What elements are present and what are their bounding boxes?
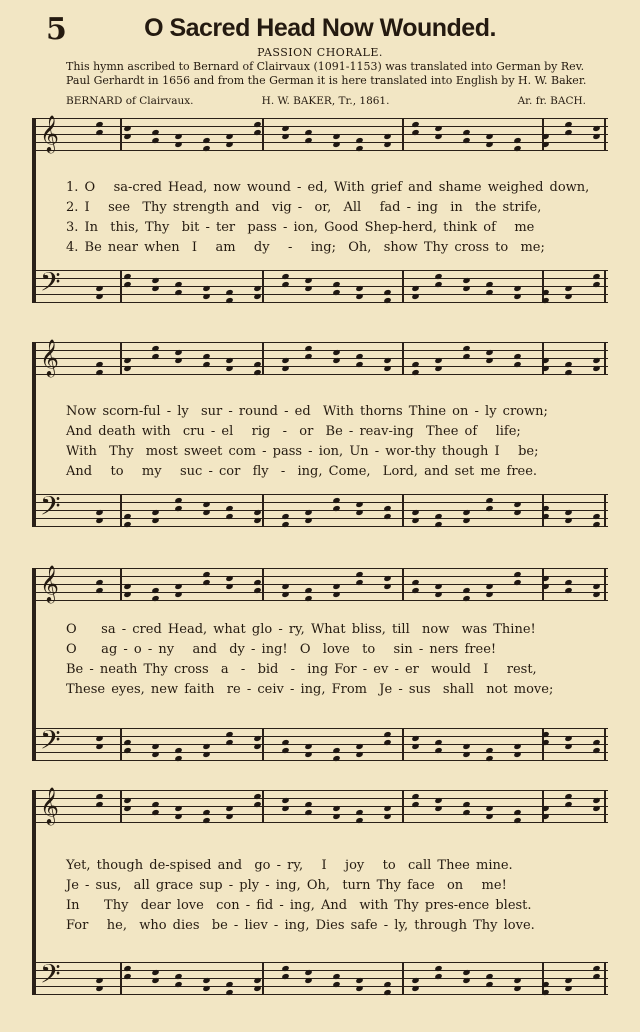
- staff-line: [36, 118, 608, 119]
- staff-line: [36, 342, 608, 343]
- staff-line: [36, 822, 608, 823]
- staff-line: [36, 760, 608, 761]
- bar-line: [402, 962, 404, 995]
- note-head: [592, 591, 600, 598]
- staff-line: [36, 150, 608, 151]
- note-head: [95, 293, 103, 300]
- note-head: [564, 285, 572, 292]
- bar-line: [262, 728, 264, 761]
- note-head: [485, 141, 493, 148]
- lyric-line: 2. I see Thy strength and vig - or, All fad - ing in the strife,: [66, 200, 542, 215]
- note-head: [281, 591, 289, 598]
- lyrics-system-2: [66, 404, 606, 484]
- note-head: [253, 517, 261, 524]
- treble-staff: [36, 338, 608, 376]
- note-head: [513, 751, 521, 758]
- staff-line: [36, 278, 608, 279]
- note-head: [411, 285, 419, 292]
- note-head: [462, 277, 470, 284]
- bar-line: [262, 270, 264, 303]
- note-head: [281, 797, 289, 804]
- note-head: [383, 357, 391, 364]
- bar-line: [604, 270, 606, 303]
- hymn-number: 5: [46, 12, 67, 47]
- staff-line: [36, 970, 608, 971]
- note-head: [174, 349, 182, 356]
- note-head: [383, 365, 391, 372]
- note-head: [485, 357, 493, 364]
- staff-line: [36, 744, 608, 745]
- staff-line: [36, 814, 608, 815]
- note-head: [383, 805, 391, 812]
- note-head: [281, 583, 289, 590]
- note-head: [513, 977, 521, 984]
- note-head: [202, 293, 210, 300]
- note-head: [95, 977, 103, 984]
- staff-line: [36, 294, 608, 295]
- note-head: [151, 751, 159, 758]
- note-head: [332, 583, 340, 590]
- note-head: [434, 805, 442, 812]
- note-head: [513, 293, 521, 300]
- note-head: [123, 357, 131, 364]
- note-head: [462, 977, 470, 984]
- note-head: [332, 813, 340, 820]
- lyric-line: Yet, though de-spised and go - ry, I joy to call Thee mine.: [66, 858, 513, 873]
- note-head: [202, 509, 210, 516]
- bar-line: [262, 118, 264, 151]
- note-head: [253, 735, 261, 742]
- note-head: [434, 133, 442, 140]
- note-head: [513, 509, 521, 516]
- note-head: [281, 357, 289, 364]
- note-head: [462, 509, 470, 516]
- note-head: [304, 517, 312, 524]
- note-head: [281, 365, 289, 372]
- lyric-line: Be - neath Thy cross a - bid - ing For - ev - er would I rest,: [66, 662, 537, 677]
- origin-note-line: This hymn ascribed to Bernard of Clairvaux (1091-1153) was translated into German by Rev.: [66, 60, 585, 73]
- staff-line: [36, 510, 608, 511]
- system-brace: [32, 568, 36, 761]
- note-head: [151, 285, 159, 292]
- staff-line: [36, 592, 608, 593]
- bar-line: [402, 342, 404, 375]
- note-head: [95, 285, 103, 292]
- note-head: [564, 735, 572, 742]
- note-head: [462, 743, 470, 750]
- note-head: [411, 293, 419, 300]
- note-head: [564, 509, 572, 516]
- author-credit: BERNARD of Clairvaux.: [66, 95, 194, 107]
- note-head: [541, 575, 549, 582]
- bar-line: [604, 962, 606, 995]
- note-head: [253, 743, 261, 750]
- note-head: [281, 133, 289, 140]
- note-head: [174, 813, 182, 820]
- bar-line: [120, 568, 122, 601]
- note-head: [174, 591, 182, 598]
- lyric-line: And death with cru - el rig - or Be - reav-ing Thee of life;: [66, 424, 521, 439]
- note-head: [355, 293, 363, 300]
- staff-line: [36, 494, 608, 495]
- note-head: [202, 985, 210, 992]
- note-head: [332, 133, 340, 140]
- note-head: [151, 517, 159, 524]
- note-head: [411, 743, 419, 750]
- staff-line: [36, 286, 608, 287]
- note-head: [253, 285, 261, 292]
- staff-line: [36, 584, 608, 585]
- treble-staff: [36, 564, 608, 602]
- note-head: [123, 133, 131, 140]
- note-head: [513, 743, 521, 750]
- staff-line: [36, 302, 608, 303]
- note-head: [202, 743, 210, 750]
- bar-line: [604, 494, 606, 527]
- note-head: [485, 133, 493, 140]
- note-head: [383, 141, 391, 148]
- staff-line: [36, 366, 608, 367]
- note-head: [434, 125, 442, 132]
- note-head: [123, 797, 131, 804]
- note-head: [355, 285, 363, 292]
- note-head: [541, 813, 549, 820]
- bass-clef-icon: 𝄢: [40, 266, 61, 304]
- note-head: [355, 501, 363, 508]
- note-head: [174, 583, 182, 590]
- note-head: [434, 583, 442, 590]
- note-head: [383, 583, 391, 590]
- lyric-line: Now scorn-ful - ly sur - round - ed With thorns Thine on - ly crown;: [66, 404, 548, 419]
- note-head: [253, 509, 261, 516]
- bar-line: [120, 962, 122, 995]
- bar-line: [604, 728, 606, 761]
- note-head: [383, 133, 391, 140]
- note-head: [225, 575, 233, 582]
- lyrics-system-1: [66, 180, 606, 260]
- bar-line: [604, 568, 606, 601]
- lyric-line: For he, who dies be - liev - ing, Dies safe - ly, through Thy love.: [66, 918, 535, 933]
- treble-staff: [36, 114, 608, 152]
- treble-clef-icon: 𝄞: [40, 114, 59, 152]
- bar-line: [262, 494, 264, 527]
- note-head: [225, 357, 233, 364]
- note-head: [304, 285, 312, 292]
- note-head: [541, 141, 549, 148]
- note-head: [592, 125, 600, 132]
- staff-line: [36, 962, 608, 963]
- note-head: [462, 969, 470, 976]
- hymn-title: O Sacred Head Now Wounded.: [144, 14, 496, 42]
- note-head: [485, 591, 493, 598]
- staff-line: [36, 374, 608, 375]
- note-head: [123, 125, 131, 132]
- note-head: [123, 805, 131, 812]
- note-head: [202, 977, 210, 984]
- bar-line: [262, 568, 264, 601]
- note-head: [123, 583, 131, 590]
- staff-line: [36, 728, 608, 729]
- note-head: [225, 805, 233, 812]
- note-head: [592, 797, 600, 804]
- lyric-line: With Thy most sweet com - pass - ion, Un - wor-thy though I be;: [66, 444, 539, 459]
- note-head: [541, 583, 549, 590]
- bass-staff: [36, 958, 608, 996]
- note-head: [332, 349, 340, 356]
- bar-line: [262, 962, 264, 995]
- note-head: [434, 357, 442, 364]
- note-head: [174, 133, 182, 140]
- note-head: [411, 509, 419, 516]
- note-head: [253, 985, 261, 992]
- note-head: [95, 517, 103, 524]
- note-head: [151, 509, 159, 516]
- bar-line: [120, 790, 122, 823]
- staff-line: [36, 576, 608, 577]
- bar-line: [604, 118, 606, 151]
- lyric-line: These eyes, new faith re - ceiv - ing, From Je - sus shall not move;: [66, 682, 554, 697]
- bass-staff: [36, 266, 608, 304]
- bar-line: [402, 494, 404, 527]
- lyric-line: O sa - cred Head, what glo - ry, What bliss, till now was Thine!: [66, 622, 536, 637]
- note-head: [225, 583, 233, 590]
- bar-line: [402, 568, 404, 601]
- bar-line: [262, 342, 264, 375]
- lyric-line: O ag - o - ny and dy - ing! O love to sin - ners free!: [66, 642, 497, 657]
- staff-line: [36, 600, 608, 601]
- staff-line: [36, 358, 608, 359]
- note-head: [592, 365, 600, 372]
- staff-line: [36, 502, 608, 503]
- origin-note-line: Paul Gerhardt in 1656 and from the German it is here translated into English by H. W. Baker.: [66, 74, 587, 87]
- bass-clef-icon: 𝄢: [40, 958, 61, 996]
- bar-line: [120, 118, 122, 151]
- note-head: [564, 293, 572, 300]
- note-head: [304, 969, 312, 976]
- staff-line: [36, 518, 608, 519]
- staff-line: [36, 806, 608, 807]
- note-head: [281, 805, 289, 812]
- note-head: [485, 349, 493, 356]
- staff-line: [36, 798, 608, 799]
- note-head: [355, 985, 363, 992]
- system-brace: [32, 118, 36, 303]
- lyric-line: And to my suc - cor fly - ing, Come, Lord, and set me free.: [66, 464, 538, 479]
- lyrics-system-4: [66, 858, 606, 938]
- note-head: [95, 985, 103, 992]
- treble-staff: [36, 786, 608, 824]
- note-head: [332, 141, 340, 148]
- note-head: [151, 743, 159, 750]
- note-head: [174, 805, 182, 812]
- treble-clef-icon: 𝄞: [40, 338, 59, 376]
- staff-line: [36, 526, 608, 527]
- note-head: [174, 141, 182, 148]
- translator-credit: H. W. BAKER, Tr., 1861.: [261, 95, 390, 107]
- origin-note: [66, 60, 606, 88]
- bar-line: [262, 790, 264, 823]
- note-head: [541, 357, 549, 364]
- note-head: [202, 285, 210, 292]
- note-head: [564, 985, 572, 992]
- note-head: [332, 805, 340, 812]
- bar-line: [120, 342, 122, 375]
- system-brace: [32, 790, 36, 995]
- bass-clef-icon: 𝄢: [40, 490, 61, 528]
- note-head: [592, 805, 600, 812]
- staff-line: [36, 994, 608, 995]
- note-head: [541, 133, 549, 140]
- note-head: [541, 365, 549, 372]
- note-head: [564, 517, 572, 524]
- note-head: [592, 357, 600, 364]
- note-head: [304, 743, 312, 750]
- lyric-line: 3. In this, Thy bit - ter pass - ion, Good Shep-herd, think of me: [66, 220, 535, 235]
- staff-line: [36, 978, 608, 979]
- staff-line: [36, 736, 608, 737]
- bar-line: [402, 728, 404, 761]
- bass-clef-icon: 𝄢: [40, 724, 61, 762]
- note-head: [513, 985, 521, 992]
- note-head: [202, 751, 210, 758]
- note-head: [123, 591, 131, 598]
- note-head: [411, 735, 419, 742]
- credits: [66, 95, 586, 107]
- bar-line: [120, 494, 122, 527]
- tune-name: PASSION CHORALE.: [257, 46, 383, 59]
- staff-line: [36, 350, 608, 351]
- note-head: [151, 277, 159, 284]
- lyric-line: 1. O sa-cred Head, now wound - ed, With grief and shame weighed down,: [66, 180, 590, 195]
- bar-line: [402, 790, 404, 823]
- note-head: [564, 977, 572, 984]
- note-head: [332, 357, 340, 364]
- note-head: [95, 743, 103, 750]
- note-head: [95, 735, 103, 742]
- bass-staff: [36, 490, 608, 528]
- system-brace: [32, 342, 36, 527]
- staff-line: [36, 134, 608, 135]
- note-head: [355, 743, 363, 750]
- note-head: [411, 985, 419, 992]
- note-head: [592, 133, 600, 140]
- note-head: [592, 583, 600, 590]
- note-head: [225, 133, 233, 140]
- note-head: [123, 365, 131, 372]
- note-head: [411, 517, 419, 524]
- note-head: [281, 125, 289, 132]
- note-head: [411, 977, 419, 984]
- note-head: [485, 583, 493, 590]
- note-head: [383, 813, 391, 820]
- note-head: [485, 813, 493, 820]
- arranger-credit: Ar. fr. BACH.: [517, 95, 586, 107]
- lyric-line: 4. Be near when I am dy - ing; Oh, show Thy cross to me;: [66, 240, 545, 255]
- bass-staff: [36, 724, 608, 762]
- note-head: [304, 277, 312, 284]
- note-head: [485, 805, 493, 812]
- staff-line: [36, 270, 608, 271]
- bar-line: [402, 270, 404, 303]
- treble-clef-icon: 𝄞: [40, 786, 59, 824]
- note-head: [462, 751, 470, 758]
- note-head: [513, 501, 521, 508]
- lyrics-system-3: [66, 622, 606, 702]
- note-head: [253, 977, 261, 984]
- staff-line: [36, 142, 608, 143]
- note-head: [383, 575, 391, 582]
- bar-line: [120, 270, 122, 303]
- note-head: [434, 591, 442, 598]
- staff-line: [36, 752, 608, 753]
- note-head: [304, 509, 312, 516]
- staff-line: [36, 126, 608, 127]
- note-head: [151, 969, 159, 976]
- note-head: [355, 751, 363, 758]
- treble-clef-icon: 𝄞: [40, 564, 59, 602]
- bar-line: [604, 790, 606, 823]
- note-head: [434, 797, 442, 804]
- bar-line: [604, 342, 606, 375]
- note-head: [541, 805, 549, 812]
- note-head: [355, 977, 363, 984]
- staff-line: [36, 568, 608, 569]
- note-head: [564, 743, 572, 750]
- note-head: [225, 365, 233, 372]
- note-head: [174, 357, 182, 364]
- note-head: [225, 813, 233, 820]
- lyric-line: Je - sus, all grace sup - ply - ing, Oh, turn Thy face on me!: [66, 878, 507, 893]
- note-head: [225, 141, 233, 148]
- staff-line: [36, 986, 608, 987]
- note-head: [253, 293, 261, 300]
- note-head: [513, 285, 521, 292]
- note-head: [434, 365, 442, 372]
- bar-line: [120, 728, 122, 761]
- note-head: [304, 977, 312, 984]
- note-head: [332, 591, 340, 598]
- note-head: [355, 509, 363, 516]
- lyric-line: In Thy dear love con - fid - ing, And with Thy pres-ence blest.: [66, 898, 532, 913]
- staff-line: [36, 790, 608, 791]
- note-head: [151, 977, 159, 984]
- note-head: [462, 285, 470, 292]
- bar-line: [402, 118, 404, 151]
- note-head: [202, 501, 210, 508]
- note-head: [95, 509, 103, 516]
- note-head: [304, 751, 312, 758]
- note-head: [462, 517, 470, 524]
